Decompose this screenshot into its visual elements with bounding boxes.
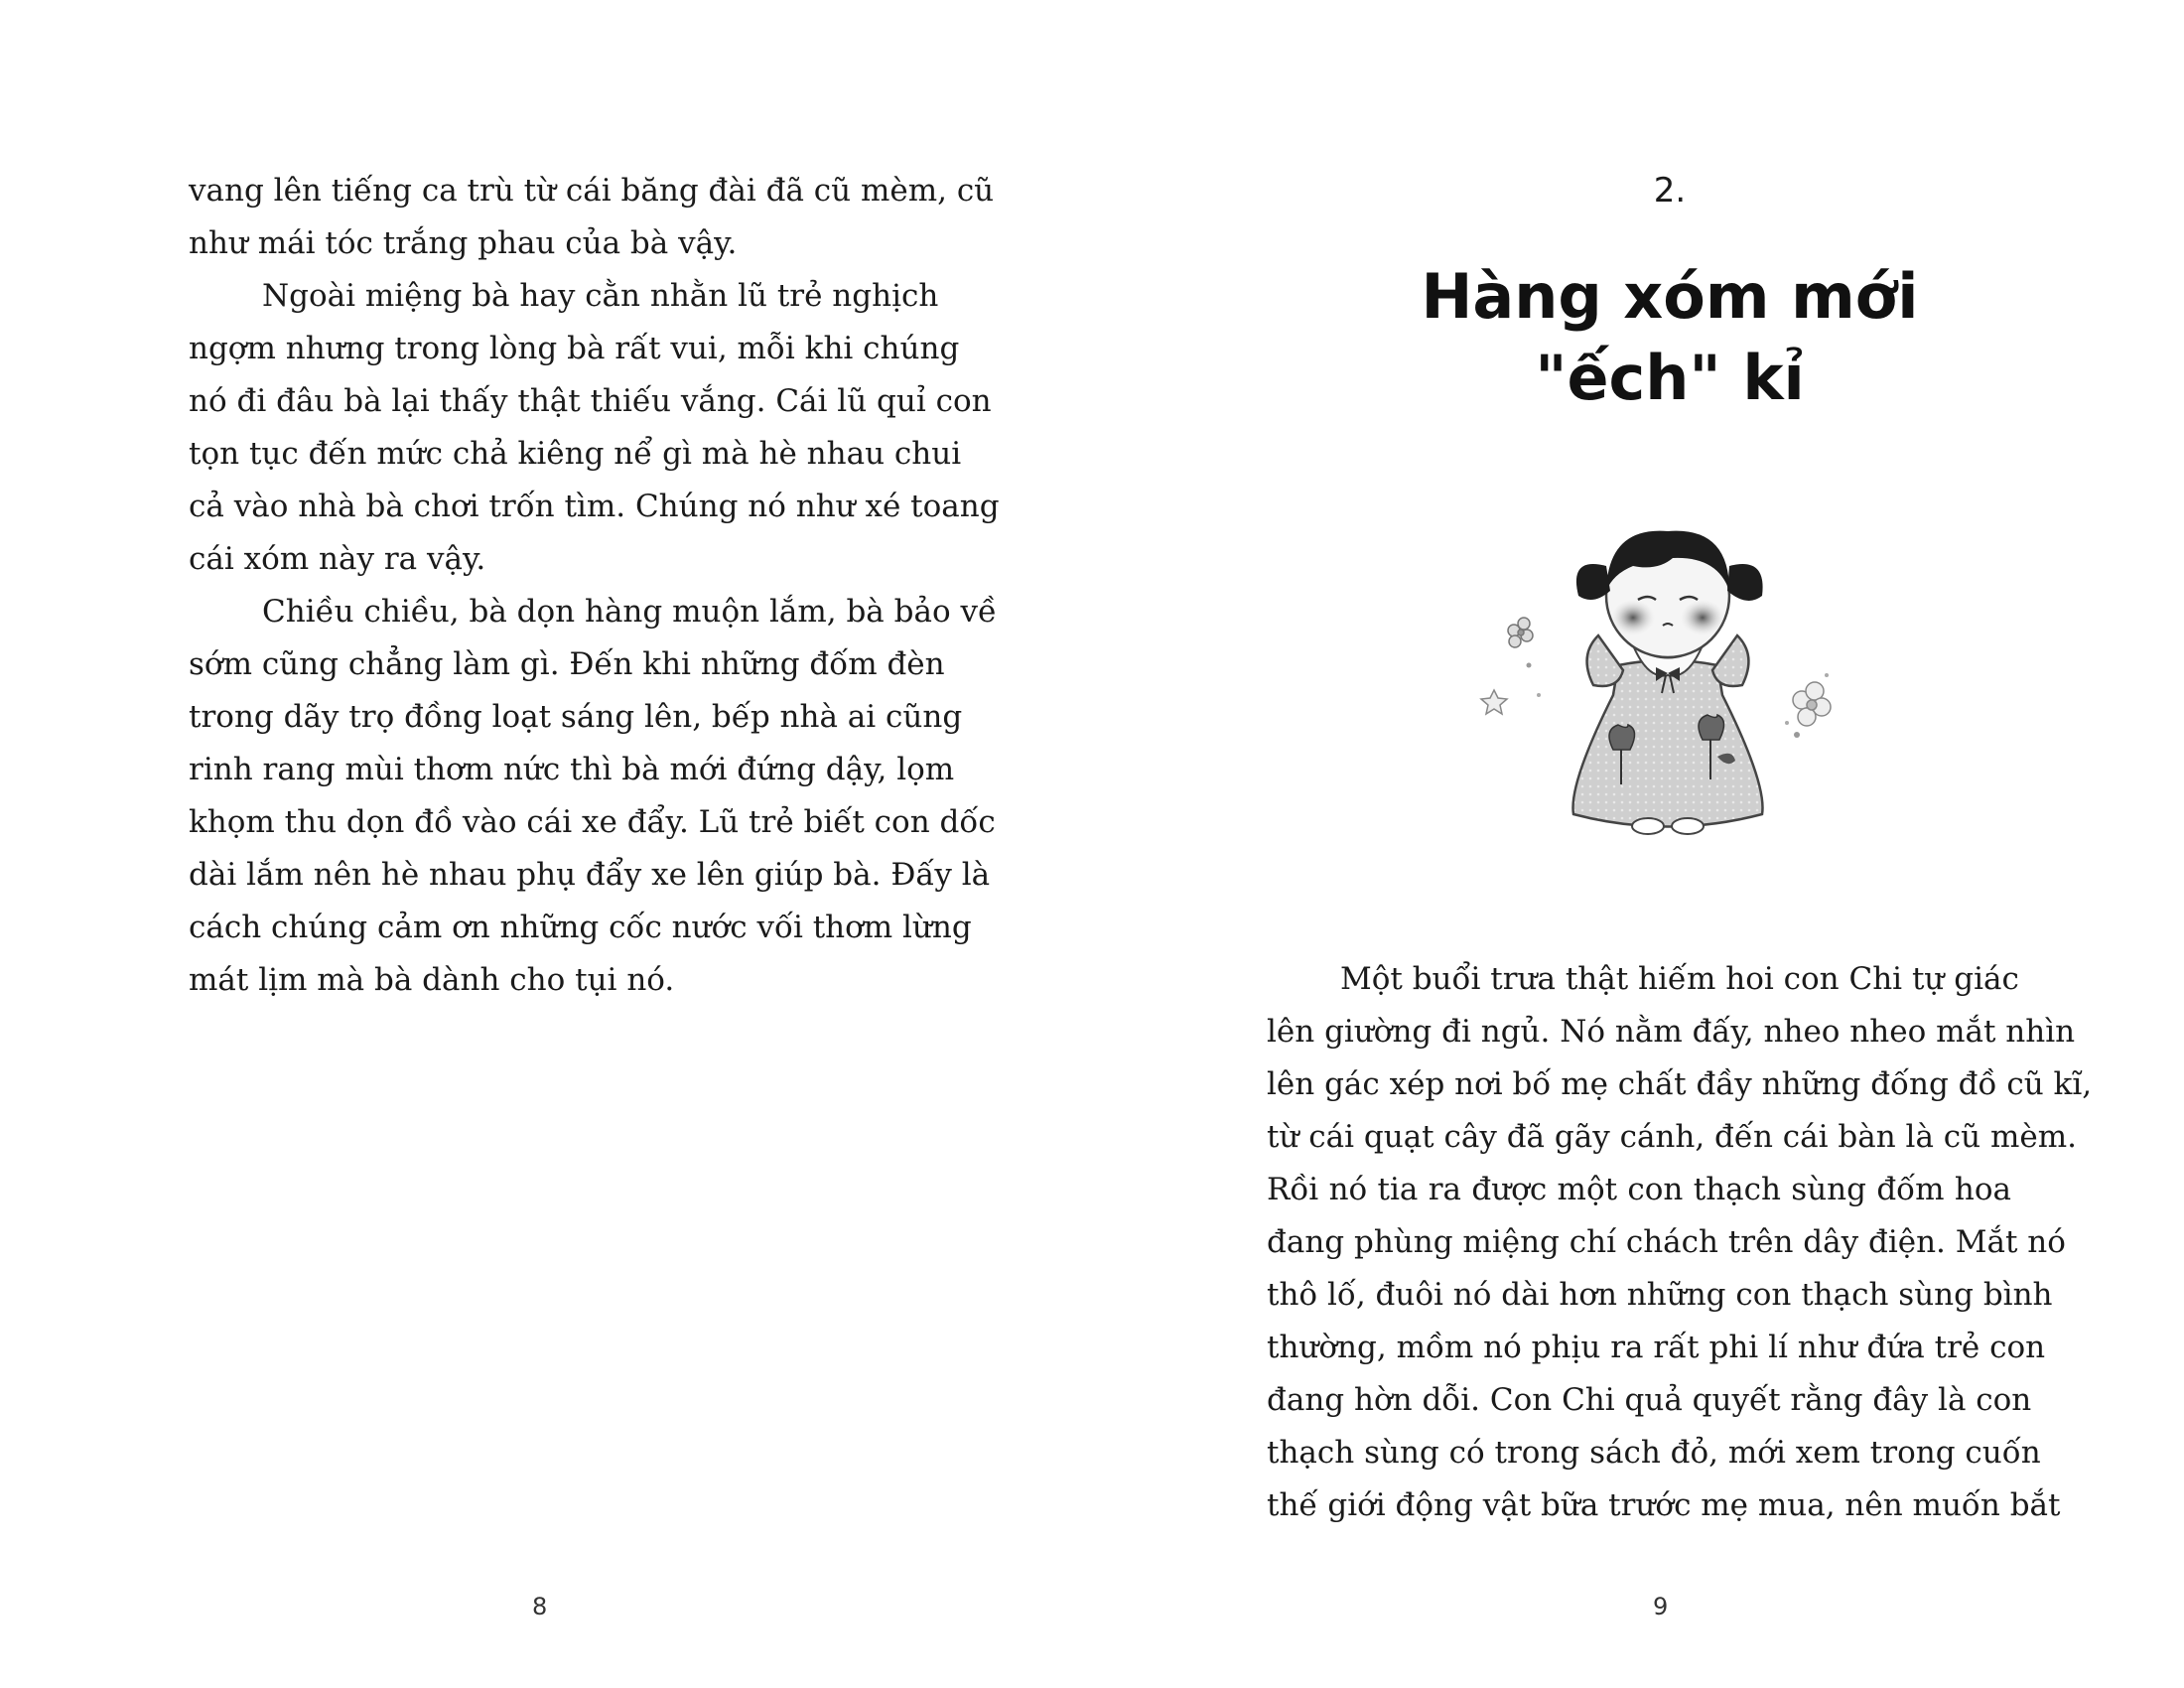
text-line: dài lắm nên hè nhau phụ đẩy xe lên giúp bà. Đấy là (189, 857, 991, 893)
text-line: thô lố, đuôi nó dài hơn những con thạch sùng bình (1267, 1277, 2053, 1313)
text-line: khọm thu dọn đồ vào cái xe đẩy. Lũ trẻ biết con dốc (189, 804, 996, 840)
text-line: đang phùng miệng chí chách trên dây điện. Mắt nó (1267, 1224, 2066, 1260)
right-page (1092, 0, 2184, 1688)
text-line: trong dãy trọ đồng loạt sáng lên, bếp nhà ai cũng (189, 699, 963, 735)
text-line: sớm cũng chẳng làm gì. Đến khi những đốm đèn (189, 646, 945, 682)
text-line: Chiều chiều, bà dọn hàng muộn lắm, bà bảo về (262, 594, 998, 630)
text-line: đang hờn dỗi. Con Chi quả quyết rằng đây là con (1267, 1382, 2032, 1418)
chapter-number: 2. (1653, 171, 1687, 211)
page-number-right: 9 (1653, 1593, 1669, 1620)
text-line: Ngoài miệng bà hay cằn nhằn lũ trẻ nghịch (262, 278, 939, 314)
text-line: cả vào nhà bà chơi trốn tìm. Chúng nó như xé toang (189, 489, 1000, 524)
text-line: lên gác xép nơi bố mẹ chất đầy những đống đồ cũ kĩ, (1267, 1066, 2093, 1102)
text-line: cái xóm này ra vậy. (189, 541, 486, 577)
left-paragraph-3 (189, 586, 998, 1007)
text-line: rinh rang mùi thơm nức thì bà mới đứng dậy, lọm (189, 752, 955, 787)
text-line: nó đi đâu bà lại thấy thật thiếu vắng. Cái lũ quỉ con (189, 383, 992, 419)
chapter-title-line-2: "ếch" kỉ (1535, 342, 1805, 414)
text-line: thế giới động vật bữa trước mẹ mua, nên muốn bắt (1267, 1487, 2061, 1523)
star-icon (1481, 690, 1507, 714)
text-line: thường, mồm nó phịu ra rất phi lí như đứa trẻ con (1267, 1330, 2046, 1365)
text-line: cách chúng cảm ơn những cốc nước vối thơm lừng (189, 910, 972, 945)
text-line: vang lên tiếng ca trù từ cái băng đài đã cũ mèm, cũ (189, 173, 995, 209)
text-line: như mái tóc trắng phau của bà vậy. (189, 225, 738, 261)
girl-illustration (1420, 496, 1916, 854)
right-paragraph-1 (1267, 953, 2093, 1532)
flower-icon (1508, 618, 1533, 647)
text-line: thạch sùng có trong sách đỏ, mới xem trong cuốn (1267, 1435, 2041, 1471)
flower-icon (1793, 682, 1831, 726)
text-line: ngợm nhưng trong lòng bà rất vui, mỗi khi chúng (189, 331, 960, 366)
chapter-title-line-1: Hàng xóm mới (1421, 260, 1919, 333)
text-line: mát lịm mà bà dành cho tụi nó. (189, 962, 675, 998)
left-paragraph-1 (189, 165, 995, 270)
page-number-left: 8 (532, 1593, 548, 1620)
text-line: từ cái quạt cây đã gãy cánh, đến cái bàn là cũ mèm. (1267, 1119, 2077, 1155)
text-line: tọn tục đến mức chả kiêng nể gì mà hè nhau chui (189, 436, 962, 472)
text-line: Rồi nó tia ra được một con thạch sùng đốm hoa (1267, 1172, 2011, 1207)
left-paragraph-2 (189, 270, 1000, 586)
text-line: lên giường đi ngủ. Nó nằm đấy, nheo nheo mắt nhìn (1267, 1014, 2076, 1050)
text-line: Một buổi trưa thật hiếm hoi con Chi tự giác (1340, 961, 2019, 997)
chapter-title (1372, 256, 1968, 419)
